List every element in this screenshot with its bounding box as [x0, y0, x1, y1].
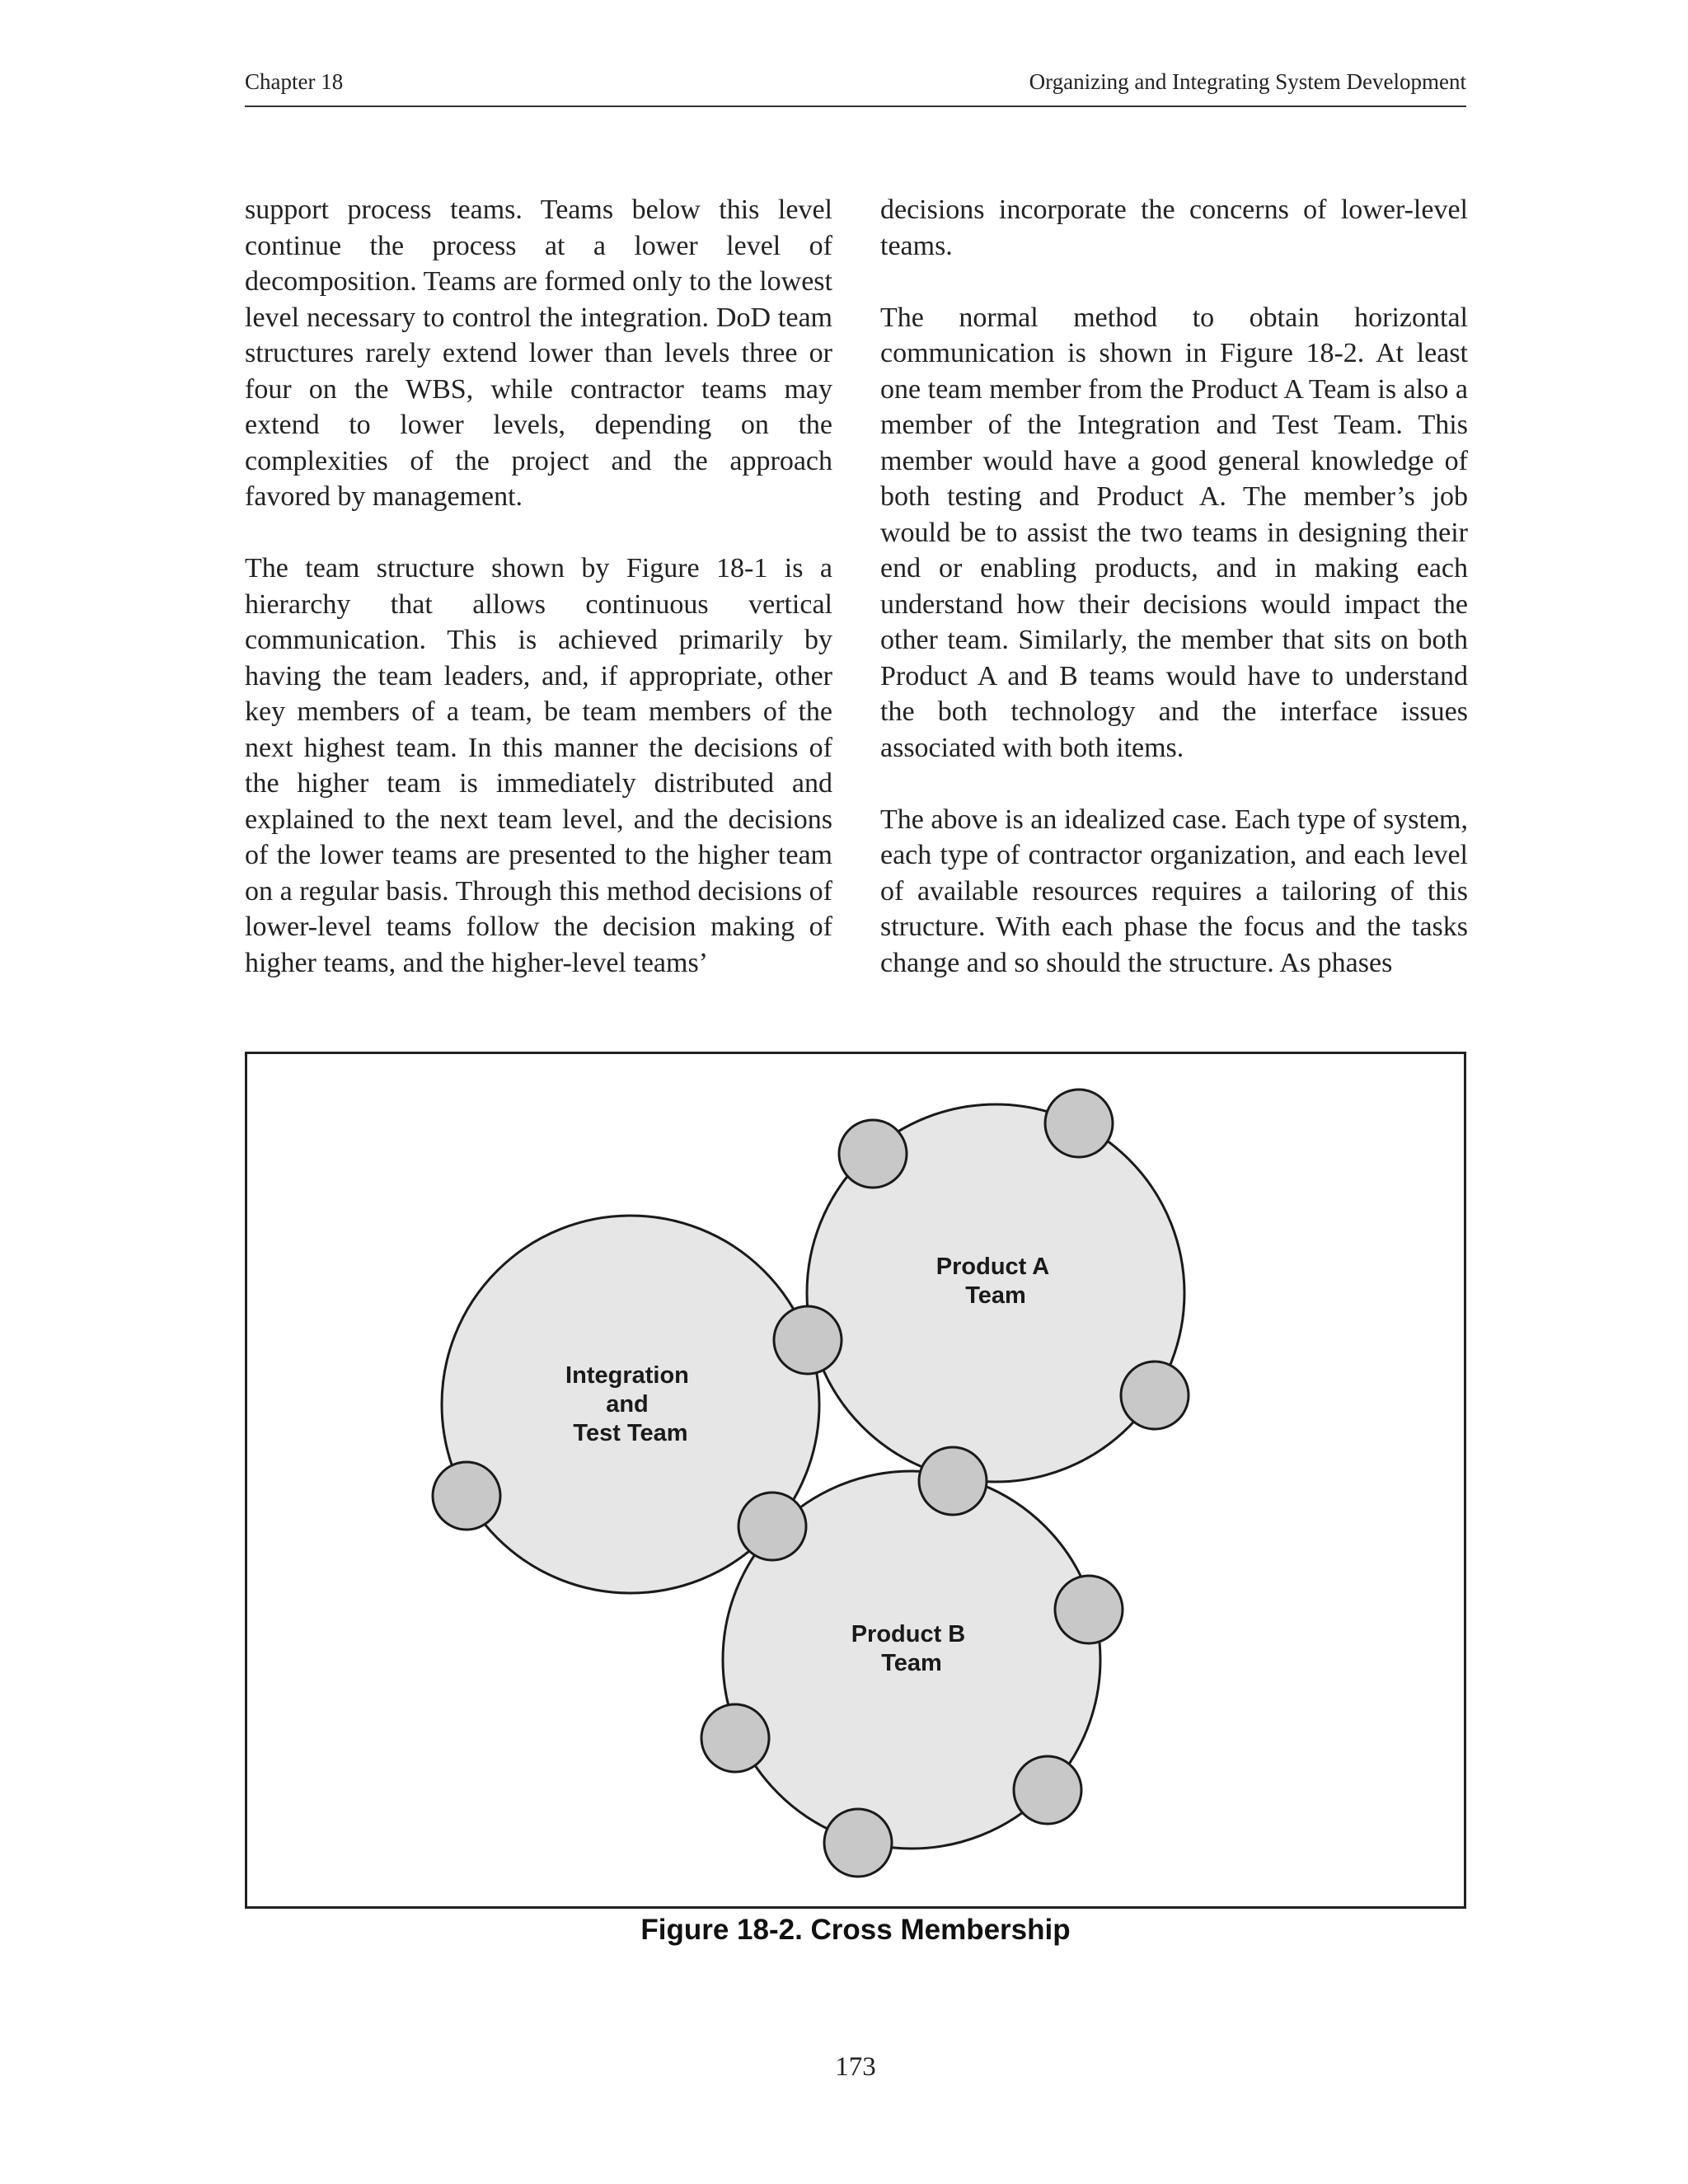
member-circle-product-b: [1055, 1576, 1123, 1643]
cross-membership-diagram: [247, 1054, 1464, 1906]
left-column: [245, 192, 832, 1017]
chapter-label: Chapter 18: [245, 69, 344, 94]
paragraph: The above is an idealized case. Each type of system, each type of contractor organization, and each level of available resources requires a tailoring of this structure. With each phase the focus and the tasks change and so should the structure. As phases: [880, 804, 1468, 978]
paragraph: support process teams. Teams below this level continue the process at a lower level of decomposition. Teams are formed only to the lowest level necessary to control the integration. DoD team structures rarely extend lower than levels three or four on the WBS, while contractor teams may extend to lower levels, depending on the complexities of the project and the approach favored by management.: [245, 194, 832, 512]
product-b-team-label: Product B Team: [851, 1621, 966, 1676]
product-a-team-label: Product A Team: [935, 1254, 1049, 1309]
figure-cross-membership: [245, 1052, 1466, 1909]
paragraph: The normal method to obtain horizontal communication is shown in Figure 18-2. At least one team member from the Product A Team is also a member of the Integration and Test Team. This member would have a good general knowledge of both testing and Product A. The member’s job would be to assist the two teams in designing their end or enabling products, and in making each understand how their decisions would impact the other team. Similarly, the member that sits on both Product A and B teams would have to understand the both technology and the interface issues associated with both items.: [880, 302, 1468, 763]
member-circle-product-b: [824, 1809, 892, 1877]
member-circle-shared-integration-product-a: [774, 1306, 842, 1374]
paragraph: The team structure shown by Figure 18-1 is a hierarchy that allows continuous vertical communication. This is achieved primarily by having the team leaders, and, if appropriate, other key members of a team, be team members of the next highest team. In this manner the decisions of the higher team is immediately distributed and explained to the next team level, and the decisions of the lower teams are presented to the higher team on a regular basis. Through this method decisions of lower-level teams follow the decision making of higher teams, and the higher-level teams’: [245, 553, 832, 978]
member-circle-shared-integration-product-b: [738, 1493, 806, 1560]
member-circle-product-b: [701, 1704, 769, 1772]
member-circle-product-a: [1045, 1090, 1113, 1157]
member-circle-integration: [433, 1462, 500, 1530]
running-head: [245, 69, 1466, 107]
figure-caption: Figure 18-2. Cross Membership: [640, 1914, 1071, 1946]
member-circle-product-a: [1121, 1361, 1189, 1429]
chapter-title: Organizing and Integrating System Development: [1029, 69, 1466, 94]
integration-team-label: Integration and Test Team: [565, 1362, 689, 1446]
right-column: [880, 192, 1468, 1017]
page-number: 173: [835, 2052, 876, 2082]
member-circle-product-b: [1014, 1756, 1081, 1824]
member-circle-product-a: [839, 1120, 907, 1188]
member-circle-shared-product-a-product-b: [919, 1447, 987, 1515]
paragraph: decisions incorporate the concerns of lower-level teams.: [880, 194, 1468, 261]
